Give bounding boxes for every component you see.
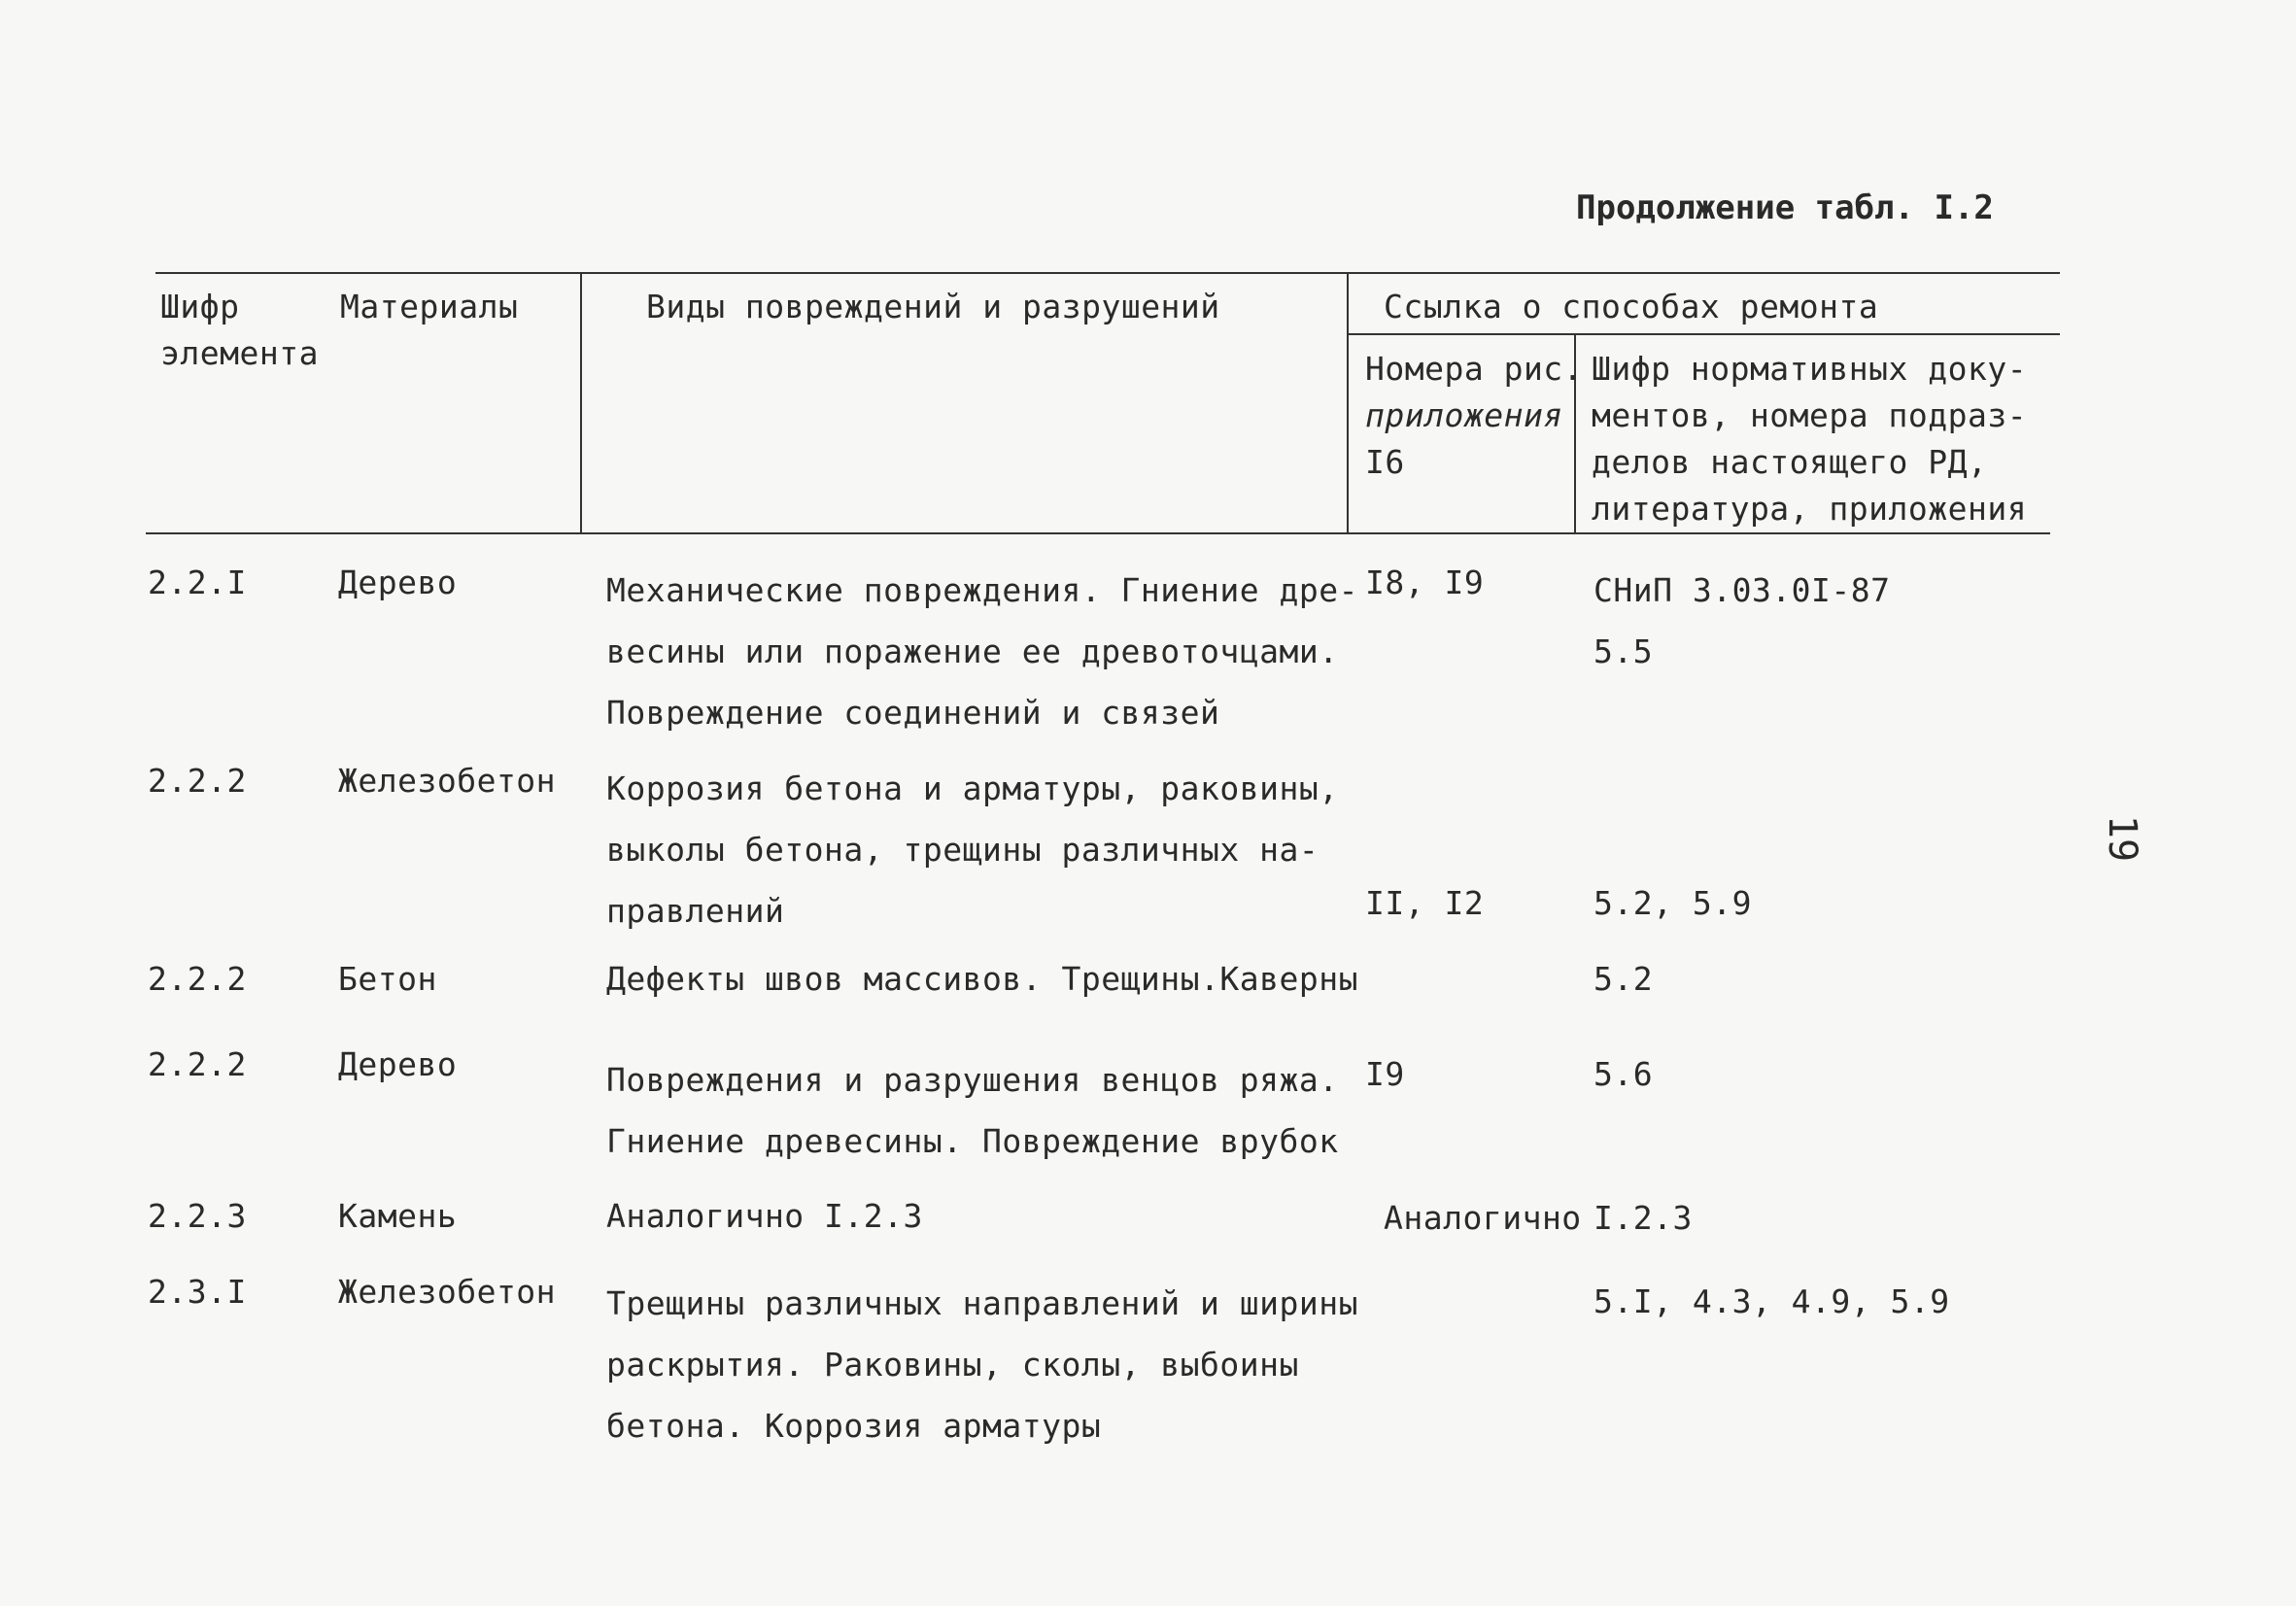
header-code-line-1: Шифр (160, 288, 240, 325)
table-top-rule (155, 272, 2060, 274)
row-damage-line: Гниение древесины. Повреждение врубок (606, 1122, 1339, 1160)
header-fig-line-2: приложения (1365, 396, 1563, 434)
header-docs-line-4: литература, приложения (1592, 490, 2028, 528)
row-code: 2.2.2 (148, 762, 247, 800)
row-damage-line: Дефекты швов массивов. Трещины.Каверны (606, 960, 1358, 998)
row-damage-line: Коррозия бетона и арматуры, раковины, (606, 769, 1339, 807)
row-material: Железобетон (338, 762, 557, 800)
header-material: Материалы (340, 288, 519, 325)
header-divider-1 (580, 272, 582, 532)
row-material: Камень (338, 1197, 458, 1235)
row-material: Железобетон (338, 1273, 557, 1311)
row-code: 2.2.2 (148, 960, 247, 998)
row-damage (606, 758, 1339, 941)
row-damage-line: Аналогично I.2.3 (606, 1197, 923, 1235)
row-material: Дерево (338, 1045, 458, 1083)
row-code: 2.2.I (148, 564, 247, 601)
row-damage (606, 1193, 923, 1240)
row-docs-line: 5.2 (1593, 960, 1654, 998)
row-docs-line: I.2.3 (1593, 1199, 1693, 1237)
row-material: Бетон (338, 960, 437, 998)
header-normative-docs (1592, 346, 2027, 532)
row-code: 2.2.3 (148, 1197, 247, 1235)
header-fig-line-1: Номера рис. (1365, 350, 1584, 388)
row-code: 2.3.I (148, 1273, 247, 1311)
header-bottom-rule (146, 532, 2050, 534)
row-damage (606, 956, 1358, 1003)
row-damage (606, 560, 1358, 743)
header-docs-line-1: Шифр нормативных доку- (1592, 350, 2028, 388)
row-docs (1593, 956, 1653, 1003)
header-code (160, 284, 319, 377)
row-figure: Аналогично (1384, 1199, 1582, 1237)
header-divider-2 (1347, 272, 1349, 532)
row-docs (1593, 1051, 1653, 1098)
header-docs-line-2: ментов, номера подраз- (1592, 396, 2028, 434)
row-damage-line: правлений (606, 892, 785, 930)
header-figure-numbers (1365, 346, 1583, 486)
row-docs-line: СНиП 3.03.0I-87 (1593, 571, 1891, 609)
row-damage-line: раскрытия. Раковины, сколы, выбоины (606, 1346, 1299, 1384)
row-damage-line: бетона. Коррозия арматуры (606, 1407, 1102, 1445)
header-repair: Ссылка о способах ремонта (1384, 288, 1879, 325)
row-docs (1593, 560, 1891, 682)
row-docs-line: 5.I, 4.3, 4.9, 5.9 (1593, 1282, 1950, 1320)
row-figure: I8, I9 (1365, 564, 1485, 601)
row-code: 2.2.2 (148, 1045, 247, 1083)
row-damage-line: Трещины различных направлений и ширины (606, 1284, 1358, 1322)
row-figure: II, I2 (1365, 884, 1485, 922)
header-damage: Виды повреждений и разрушений (646, 288, 1220, 325)
table-caption: Продолжение табл. I.2 (1576, 188, 1994, 227)
repair-subheader-rule (1349, 333, 2060, 335)
row-material: Дерево (338, 564, 458, 601)
row-docs-line: 5.2, 5.9 (1593, 884, 1752, 922)
row-damage (606, 1273, 1358, 1456)
row-figure: I9 (1365, 1055, 1405, 1093)
row-damage-line: Повреждение соединений и связей (606, 694, 1220, 732)
row-damage (606, 1049, 1339, 1172)
row-damage-line: выколы бетона, трещины различных на- (606, 831, 1319, 869)
row-damage-line: Повреждения и разрушения венцов ряжа. (606, 1061, 1339, 1099)
row-docs (1593, 1279, 1950, 1325)
row-docs-line: 5.5 (1593, 632, 1654, 670)
page-number: 19 (2100, 814, 2145, 863)
row-docs (1593, 880, 1752, 927)
header-code-line-2: элемента (160, 334, 319, 372)
header-fig-line-3: I6 (1365, 443, 1405, 481)
row-docs-line: 5.6 (1593, 1055, 1654, 1093)
row-damage-line: весины или поражение ее древоточцами. (606, 632, 1339, 670)
header-docs-line-3: делов настоящего РД, (1592, 443, 1988, 481)
row-damage-line: Механические повреждения. Гниение дре- (606, 571, 1358, 609)
row-docs (1593, 1195, 1693, 1242)
